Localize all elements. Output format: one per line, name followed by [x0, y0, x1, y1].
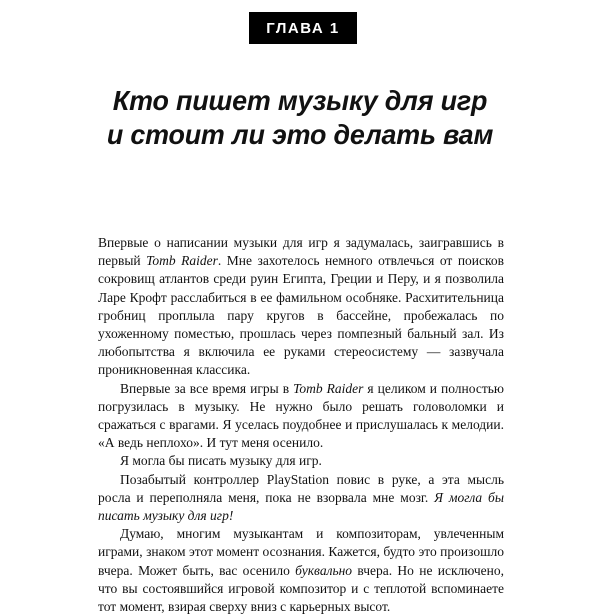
paragraph-2-text-a: Впервые за все время игры в: [120, 380, 294, 396]
body-text: [98, 234, 504, 616]
paragraph-4-emphasis: Я могла бы писать музыку для игр!: [98, 489, 504, 524]
paragraph-1-text-c: . Мне захотелось немного отвлечься от поисков сокровищ атлантов среди руин Египта, Греции и Перу, и я позволила Ларе Крофт расслабиться в ее фамильном особняке. Расхитительница гробниц проплыла пару кругов в бассейне, пробежалась по ухоженному поместью, прошлась через помпезный бальный зал. Из любопытства я включила ее руками стереосистему — зазвучала проникновенная классика.: [98, 253, 505, 378]
paragraph-5-text-a: Думаю, многим музыкантам и композиторам, увлеченным играми, знаком этот момент осознания. Кажется, будто это произошло вчера. Может быть, вас осенило: [98, 526, 504, 578]
paragraph-5-text-c: вчера. Но не исключено, что вы состоявшийся игровой композитор и с теплотой вспоминаете тот момент, взирая сверху вниз с карьерных высот.: [98, 562, 504, 615]
paragraph-2-text-c: я целиком и полностью погрузилась в музыку. Не нужно было решать головоломки и сражаться с врагами. Я уселась поудобнее и прислушалась к мелодии. «А ведь неплохо». И тут меня осенило.: [98, 380, 504, 451]
paragraph-2: [98, 380, 504, 453]
paragraph-4: [98, 471, 504, 526]
chapter-title-line-2: и стоит ли это делать вам: [106, 119, 494, 150]
game-title-emphasis: Tomb Raider: [293, 380, 364, 396]
chapter-title: [70, 84, 531, 152]
chapter-badge: [249, 12, 357, 44]
game-title-emphasis: Tomb Raider: [146, 253, 218, 269]
paragraph-5: [98, 525, 504, 616]
paragraph-5-emphasis: буквально: [295, 562, 353, 578]
paragraph-3: Я могла бы писать музыку для игр.: [120, 453, 322, 469]
paragraph-4-text-a: Позабытый контроллер PlayStation повис в руке, а эта мысль росла и переполняла меня, пока не взорвала мне мозг.: [98, 471, 504, 505]
paragraph-1: [98, 234, 504, 380]
paragraph-1-text-a: Впервые о написании музыки для игр я задумалась, заигравшись в первый: [98, 235, 504, 269]
chapter-label: ГЛАВА 1: [266, 19, 340, 37]
chapter-title-line-1: Кто пишет музыку для игр: [112, 85, 488, 116]
